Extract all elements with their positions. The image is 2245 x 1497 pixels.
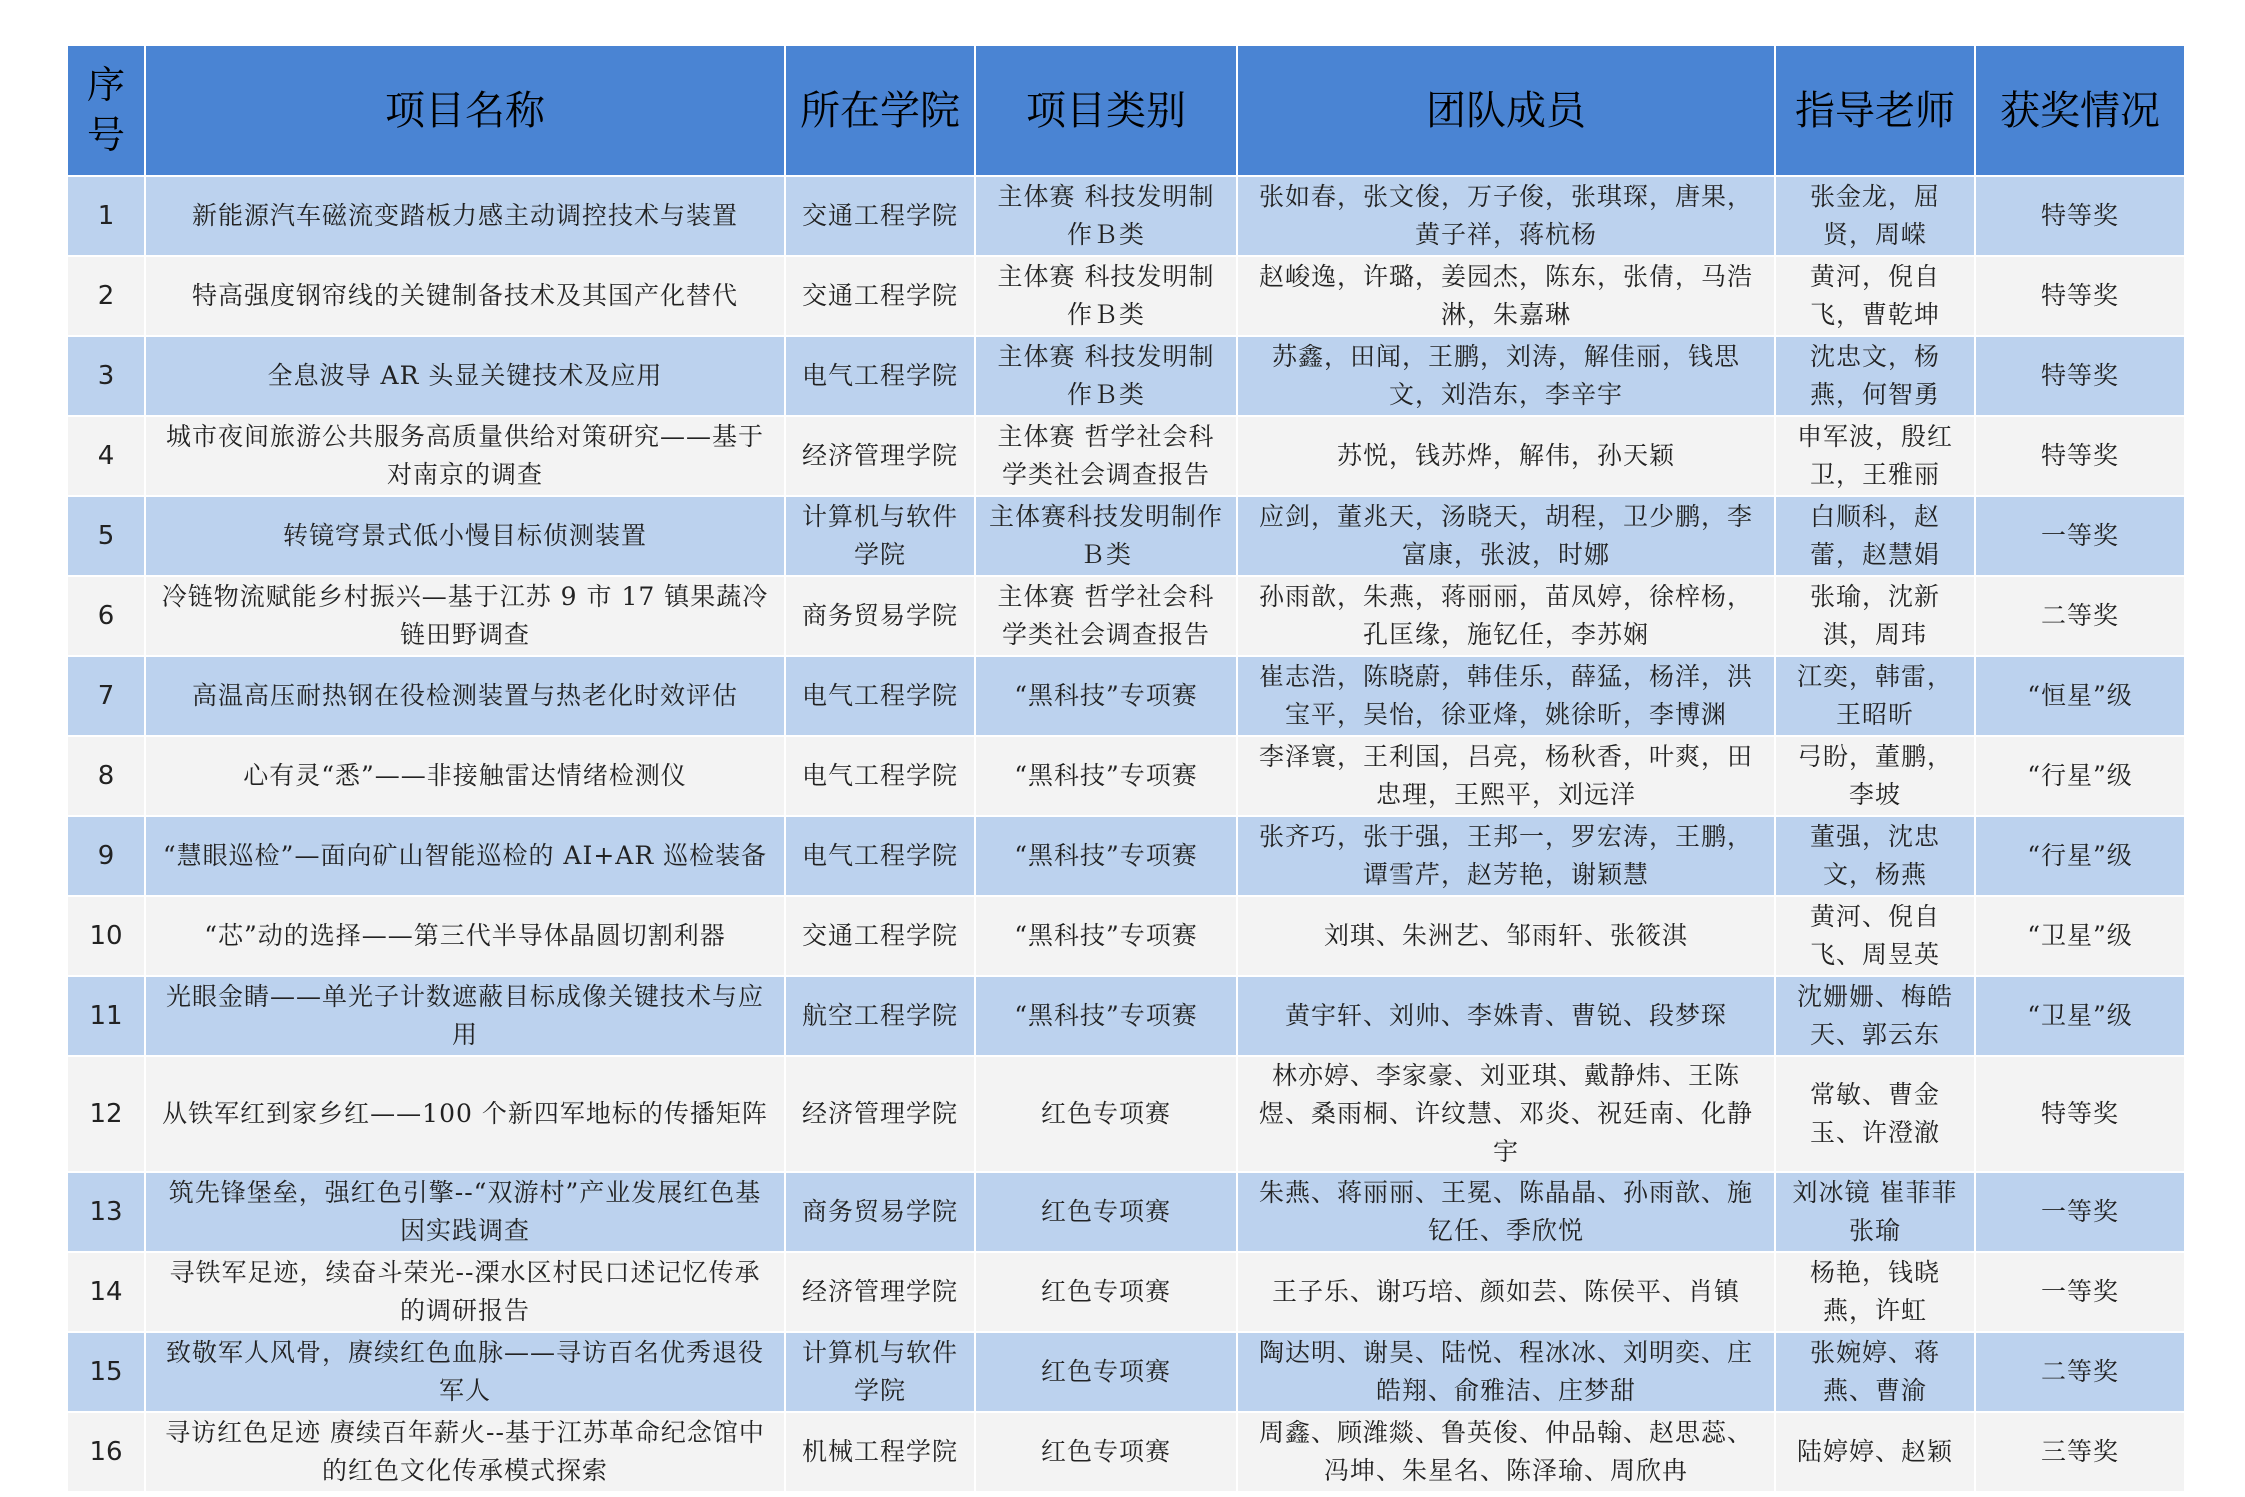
cell-project-name: 寻访红色足迹 赓续百年薪火--基于江苏革命纪念馆中的红色文化传承模式探索 <box>145 1412 785 1492</box>
table-body <box>67 176 2185 1492</box>
cell-no: 6 <box>67 576 145 656</box>
cell-college: 经济管理学院 <box>785 1056 975 1172</box>
cell-college: 电气工程学院 <box>785 816 975 896</box>
table-row <box>67 256 2185 336</box>
cell-no: 3 <box>67 336 145 416</box>
table-row <box>67 576 2185 656</box>
cell-college: 交通工程学院 <box>785 176 975 256</box>
cell-advisor: 刘冰镜 崔菲菲 张瑜 <box>1775 1172 1975 1252</box>
cell-members: 崔志浩，陈晓蔚，韩佳乐，薛猛，杨洋，洪宝平，吴怡，徐亚烽，姚徐昕，李博渊 <box>1237 656 1775 736</box>
cell-category: “黑科技”专项赛 <box>975 976 1237 1056</box>
cell-members: 孙雨歆，朱燕，蒋丽丽，苗凤婷，徐梓杨，孔匡缘，施钇任，李苏娴 <box>1237 576 1775 656</box>
cell-no: 10 <box>67 896 145 976</box>
cell-college: 电气工程学院 <box>785 336 975 416</box>
cell-category: 红色专项赛 <box>975 1056 1237 1172</box>
cell-project-name: 致敬军人风骨，赓续红色血脉——寻访百名优秀退役军人 <box>145 1332 785 1412</box>
cell-award: “行星”级 <box>1975 816 2185 896</box>
cell-category: 红色专项赛 <box>975 1252 1237 1332</box>
cell-no: 7 <box>67 656 145 736</box>
cell-project-name: 光眼金睛——单光子计数遮蔽目标成像关键技术与应用 <box>145 976 785 1056</box>
cell-advisor: 张瑜，沈新淇，周玮 <box>1775 576 1975 656</box>
cell-college: 航空工程学院 <box>785 976 975 1056</box>
cell-college: 商务贸易学院 <box>785 1172 975 1252</box>
cell-award: 三等奖 <box>1975 1412 2185 1492</box>
header-college: 所在学院 <box>785 45 975 176</box>
cell-advisor: 陆婷婷、赵颖 <box>1775 1412 1975 1492</box>
header-members: 团队成员 <box>1237 45 1775 176</box>
cell-college: 计算机与软件学院 <box>785 1332 975 1412</box>
cell-advisor: 申军波，殷红卫，王雅丽 <box>1775 416 1975 496</box>
cell-advisor: 黄河，倪自飞，曹乾坤 <box>1775 256 1975 336</box>
header-no: 序号 <box>67 45 145 176</box>
cell-college: 经济管理学院 <box>785 1252 975 1332</box>
header-project-name: 项目名称 <box>145 45 785 176</box>
cell-members: 刘琪、朱洲艺、邹雨轩、张筱淇 <box>1237 896 1775 976</box>
cell-category: 主体赛 科技发明制作Ｂ类 <box>975 336 1237 416</box>
cell-no: 11 <box>67 976 145 1056</box>
cell-award: 特等奖 <box>1975 416 2185 496</box>
header-category: 项目类别 <box>975 45 1237 176</box>
table-row <box>67 416 2185 496</box>
cell-category: “黑科技”专项赛 <box>975 656 1237 736</box>
cell-project-name: “芯”动的选择——第三代半导体晶圆切割利器 <box>145 896 785 976</box>
cell-advisor: 张金龙，屈贤，周嵘 <box>1775 176 1975 256</box>
cell-no: 13 <box>67 1172 145 1252</box>
cell-college: 交通工程学院 <box>785 256 975 336</box>
cell-project-name: 特高强度钢帘线的关键制备技术及其国产化替代 <box>145 256 785 336</box>
cell-category: “黑科技”专项赛 <box>975 736 1237 816</box>
cell-members: 苏鑫，田闻，王鹏，刘涛，解佳丽，钱思文，刘浩东，李辛宇 <box>1237 336 1775 416</box>
cell-members: 张如春，张文俊，万子俊，张琪琛，唐果，黄子祥，蒋杭杨 <box>1237 176 1775 256</box>
cell-project-name: 高温高压耐热钢在役检测装置与热老化时效评估 <box>145 656 785 736</box>
table-row <box>67 736 2185 816</box>
header-advisor: 指导老师 <box>1775 45 1975 176</box>
cell-college: 计算机与软件学院 <box>785 496 975 576</box>
cell-advisor: 弓盼，董鹏，李坡 <box>1775 736 1975 816</box>
cell-category: 主体赛 哲学社会科学类社会调查报告 <box>975 416 1237 496</box>
cell-members: 朱燕、蒋丽丽、王冕、陈晶晶、孙雨歆、施钇任、季欣悦 <box>1237 1172 1775 1252</box>
cell-project-name: 城市夜间旅游公共服务高质量供给对策研究——基于对南京的调查 <box>145 416 785 496</box>
cell-no: 16 <box>67 1412 145 1492</box>
cell-project-name: 筑先锋堡垒，强红色引擎--“双游村”产业发展红色基因实践调查 <box>145 1172 785 1252</box>
cell-award: “恒星”级 <box>1975 656 2185 736</box>
table-row <box>67 1412 2185 1492</box>
cell-members: 李泽寰，王利国，吕亮，杨秋香，叶爽，田忠理，王熙平，刘远洋 <box>1237 736 1775 816</box>
cell-college: 商务贸易学院 <box>785 576 975 656</box>
cell-award: 特等奖 <box>1975 176 2185 256</box>
table-row <box>67 896 2185 976</box>
table-row <box>67 976 2185 1056</box>
cell-members: 应剑，董兆天，汤晓天，胡程，卫少鹏，李富康，张波，时娜 <box>1237 496 1775 576</box>
cell-award: 特等奖 <box>1975 336 2185 416</box>
cell-category: 红色专项赛 <box>975 1412 1237 1492</box>
cell-no: 4 <box>67 416 145 496</box>
cell-award: “卫星”级 <box>1975 896 2185 976</box>
cell-college: 经济管理学院 <box>785 416 975 496</box>
cell-award: 二等奖 <box>1975 576 2185 656</box>
header-row <box>67 45 2185 176</box>
cell-award: 一等奖 <box>1975 1172 2185 1252</box>
cell-college: 电气工程学院 <box>785 736 975 816</box>
cell-award: 一等奖 <box>1975 1252 2185 1332</box>
cell-advisor: 张婉婷、蒋燕、曹渝 <box>1775 1332 1975 1412</box>
cell-advisor: 常敏、曹金玉、许澄澈 <box>1775 1056 1975 1172</box>
cell-advisor: 杨艳，钱晓燕，许虹 <box>1775 1252 1975 1332</box>
table-row <box>67 1252 2185 1332</box>
cell-category: 红色专项赛 <box>975 1172 1237 1252</box>
table-row <box>67 1332 2185 1412</box>
cell-project-name: 全息波导 AR 头显关键技术及应用 <box>145 336 785 416</box>
cell-category: 主体赛科技发明制作Ｂ类 <box>975 496 1237 576</box>
cell-advisor: 董强，沈忠文，杨燕 <box>1775 816 1975 896</box>
cell-award: 一等奖 <box>1975 496 2185 576</box>
table-row <box>67 336 2185 416</box>
cell-college: 交通工程学院 <box>785 896 975 976</box>
cell-members: 林亦婷、李家豪、刘亚琪、戴静炜、王陈煜、桑雨桐、许纹慧、邓炎、祝廷南、化静宇 <box>1237 1056 1775 1172</box>
cell-no: 9 <box>67 816 145 896</box>
cell-members: 赵峻逸，许璐，姜园杰，陈东，张倩，马浩淋，朱嘉琳 <box>1237 256 1775 336</box>
cell-category: 主体赛 科技发明制作Ｂ类 <box>975 176 1237 256</box>
cell-project-name: 新能源汽车磁流变踏板力感主动调控技术与装置 <box>145 176 785 256</box>
cell-no: 2 <box>67 256 145 336</box>
cell-no: 1 <box>67 176 145 256</box>
table-row <box>67 1056 2185 1172</box>
cell-award: 特等奖 <box>1975 1056 2185 1172</box>
cell-members: 陶达明、谢昊、陆悦、程冰冰、刘明奕、庄皓翔、俞雅洁、庄梦甜 <box>1237 1332 1775 1412</box>
cell-award: “行星”级 <box>1975 736 2185 816</box>
cell-project-name: 从铁军红到家乡红——100 个新四军地标的传播矩阵 <box>145 1056 785 1172</box>
cell-members: 王子乐、谢巧培、颜如芸、陈侯平、肖镇 <box>1237 1252 1775 1332</box>
cell-advisor: 沈姗姗、梅皓天、郭云东 <box>1775 976 1975 1056</box>
table-row <box>67 1172 2185 1252</box>
cell-category: 主体赛 科技发明制作Ｂ类 <box>975 256 1237 336</box>
cell-no: 5 <box>67 496 145 576</box>
cell-project-name: 转镜穹景式低小慢目标侦测装置 <box>145 496 785 576</box>
cell-project-name: “慧眼巡检”—面向矿山智能巡检的 AI+AR 巡检装备 <box>145 816 785 896</box>
table-row <box>67 496 2185 576</box>
table-row <box>67 816 2185 896</box>
cell-award: 特等奖 <box>1975 256 2185 336</box>
cell-members: 黄宇轩、刘帅、李姝青、曹锐、段梦琛 <box>1237 976 1775 1056</box>
awards-sheet <box>66 44 2184 1493</box>
cell-members: 苏悦，钱苏烨，解伟，孙天颖 <box>1237 416 1775 496</box>
cell-no: 15 <box>67 1332 145 1412</box>
cell-no: 12 <box>67 1056 145 1172</box>
cell-members: 张齐巧，张于强，王邦一，罗宏涛，王鹏，谭雪芹，赵芳艳，谢颖慧 <box>1237 816 1775 896</box>
header-award: 获奖情况 <box>1975 45 2185 176</box>
cell-category: “黑科技”专项赛 <box>975 816 1237 896</box>
awards-table <box>66 44 2186 1493</box>
cell-advisor: 沈忠文，杨燕，何智勇 <box>1775 336 1975 416</box>
cell-advisor: 江奕，韩雷，王昭昕 <box>1775 656 1975 736</box>
cell-project-name: 冷链物流赋能乡村振兴—基于江苏 9 市 17 镇果蔬冷链田野调查 <box>145 576 785 656</box>
cell-college: 电气工程学院 <box>785 656 975 736</box>
cell-members: 周鑫、顾潍燚、鲁英俊、仲品翰、赵思蕊、冯坤、朱星名、陈泽瑜、周欣冉 <box>1237 1412 1775 1492</box>
cell-category: 红色专项赛 <box>975 1332 1237 1412</box>
cell-award: 二等奖 <box>1975 1332 2185 1412</box>
cell-category: “黑科技”专项赛 <box>975 896 1237 976</box>
cell-project-name: 心有灵“悉”——非接触雷达情绪检测仪 <box>145 736 785 816</box>
cell-award: “卫星”级 <box>1975 976 2185 1056</box>
cell-advisor: 黄河、倪自飞、周昱英 <box>1775 896 1975 976</box>
cell-no: 14 <box>67 1252 145 1332</box>
table-row <box>67 176 2185 256</box>
cell-project-name: 寻铁军足迹，续奋斗荣光--溧水区村民口述记忆传承的调研报告 <box>145 1252 785 1332</box>
cell-no: 8 <box>67 736 145 816</box>
cell-advisor: 白顺科，赵蕾，赵慧娟 <box>1775 496 1975 576</box>
cell-college: 机械工程学院 <box>785 1412 975 1492</box>
cell-category: 主体赛 哲学社会科学类社会调查报告 <box>975 576 1237 656</box>
table-row <box>67 656 2185 736</box>
